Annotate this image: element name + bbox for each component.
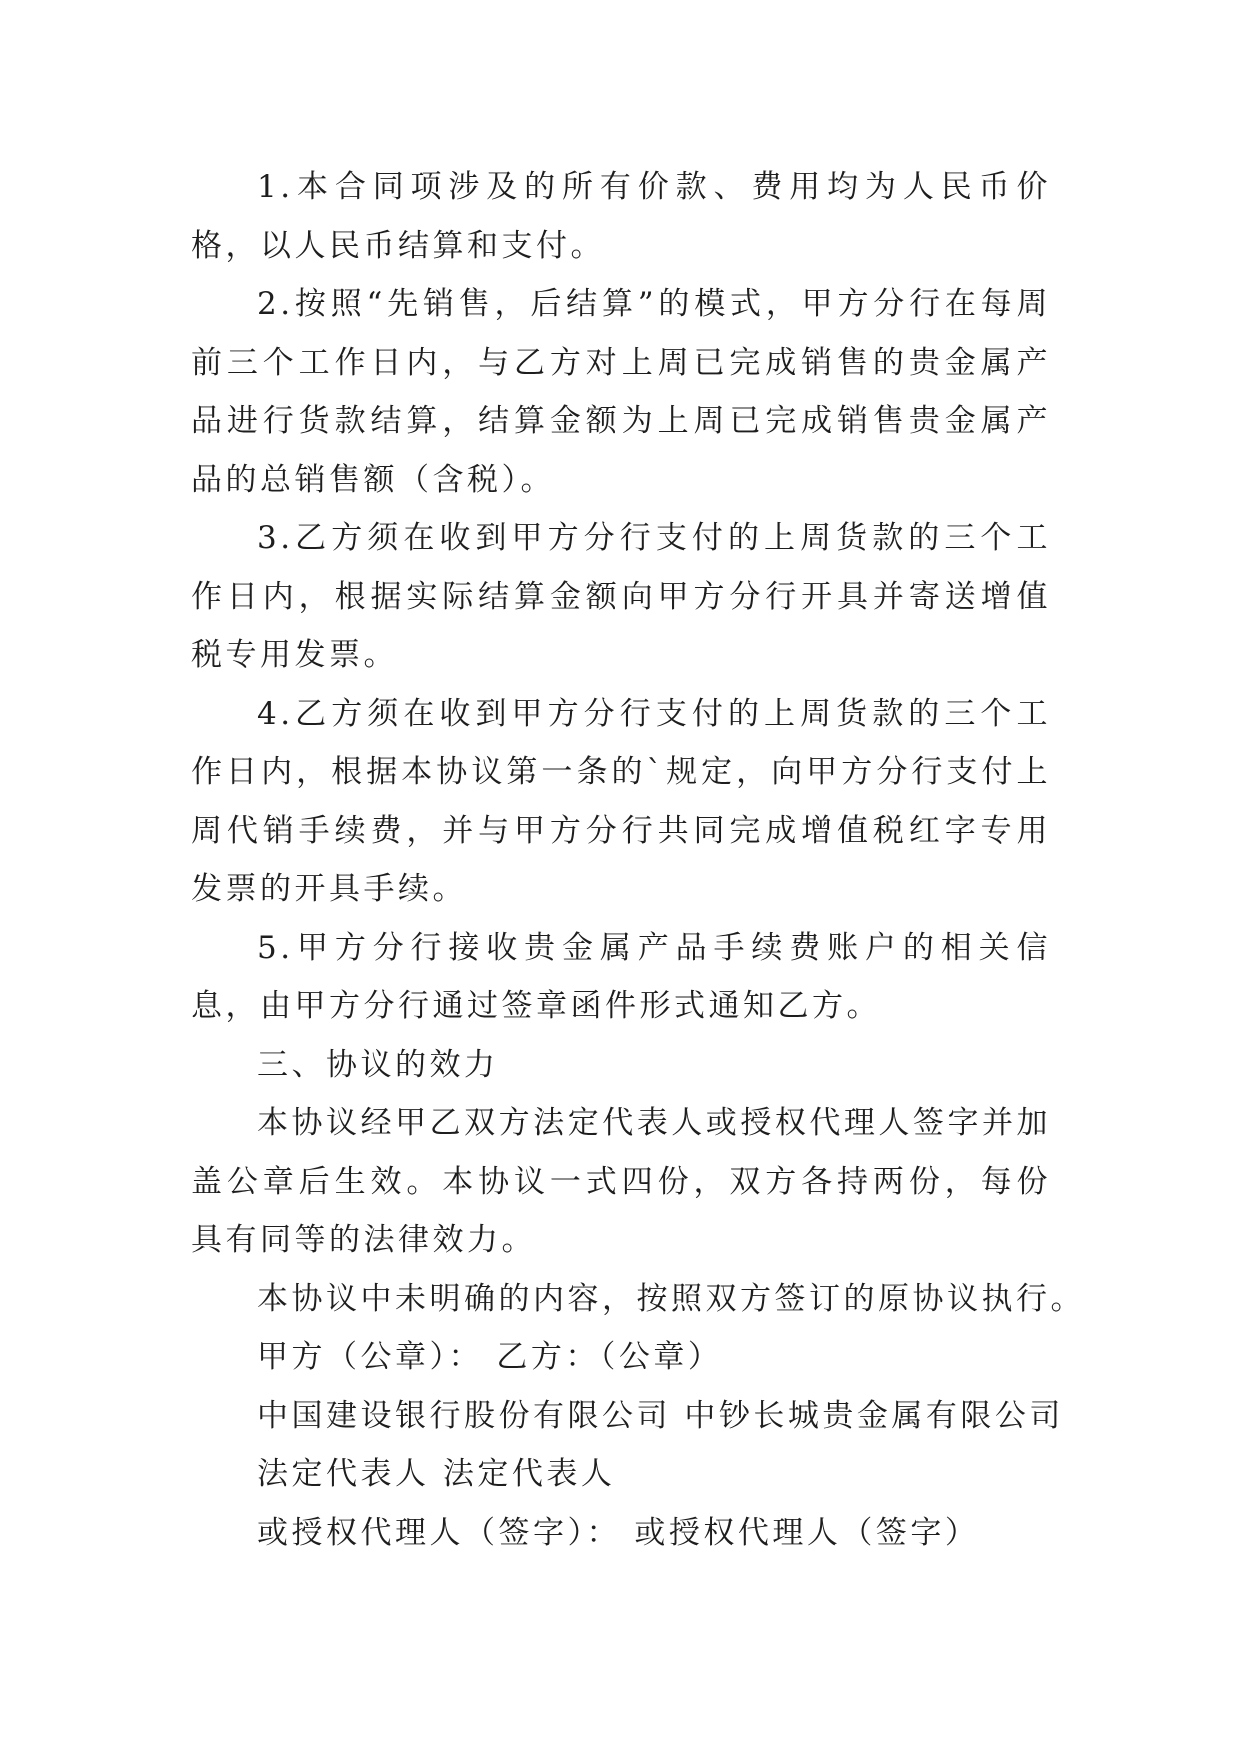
clause-3-paragraph: 3.乙方须在收到甲方分行支付的上周货款的三个工作日内，根据实际结算金额向甲方分行开具并寄送增值税专用发票。 — [191, 520, 1051, 673]
clause-5-paragraph: 5.甲方分行接收贵金属产品手续费账户的相关信息，由甲方分行通过签章函件形式通知乙方。 — [191, 929, 1051, 1024]
signature-representative-line: 法定代表人 法定代表人 — [257, 1456, 616, 1492]
section-heading: 三、协议的效力 — [257, 1046, 499, 1083]
signature-company-line: 中国建设银行股份有限公司 中钞长城贵金属有限公司 — [257, 1397, 1064, 1434]
undefined-content-paragraph: 本协议中未明确的内容，按照双方签订的原协议执行。 — [257, 1280, 1085, 1317]
signature-agent-line: 或授权代理人（签字）： 或授权代理人（签字） — [257, 1514, 980, 1551]
signature-seal-line: 甲方（公章）： 乙方：（公章） — [257, 1339, 723, 1375]
clause-4-paragraph: 4.乙方须在收到甲方分行支付的上周货款的三个工作日内，根据本协议第一条的`规定，向甲方分行支付上周代销手续费，并与甲方分行共同完成增值税红字专用发票的开具手续。 — [191, 695, 1051, 907]
effect-paragraph: 本协议经甲乙双方法定代表人或授权代理人签字并加盖公章后生效。本协议一式四份，双方各持两份，每份具有同等的法律效力。 — [191, 1105, 1051, 1258]
document-body — [191, 158, 1085, 1562]
clause-2-paragraph: 2.按照“先销售，后结算”的模式，甲方分行在每周前三个工作日内，与乙方对上周已完成销售的贵金属产品进行货款结算，结算金额为上周已完成销售贵金属产品的总销售额（含税）。 — [191, 286, 1051, 498]
clause-1-paragraph: 1.本合同项涉及的所有价款、费用均为人民币价格，以人民币结算和支付。 — [191, 169, 1051, 264]
